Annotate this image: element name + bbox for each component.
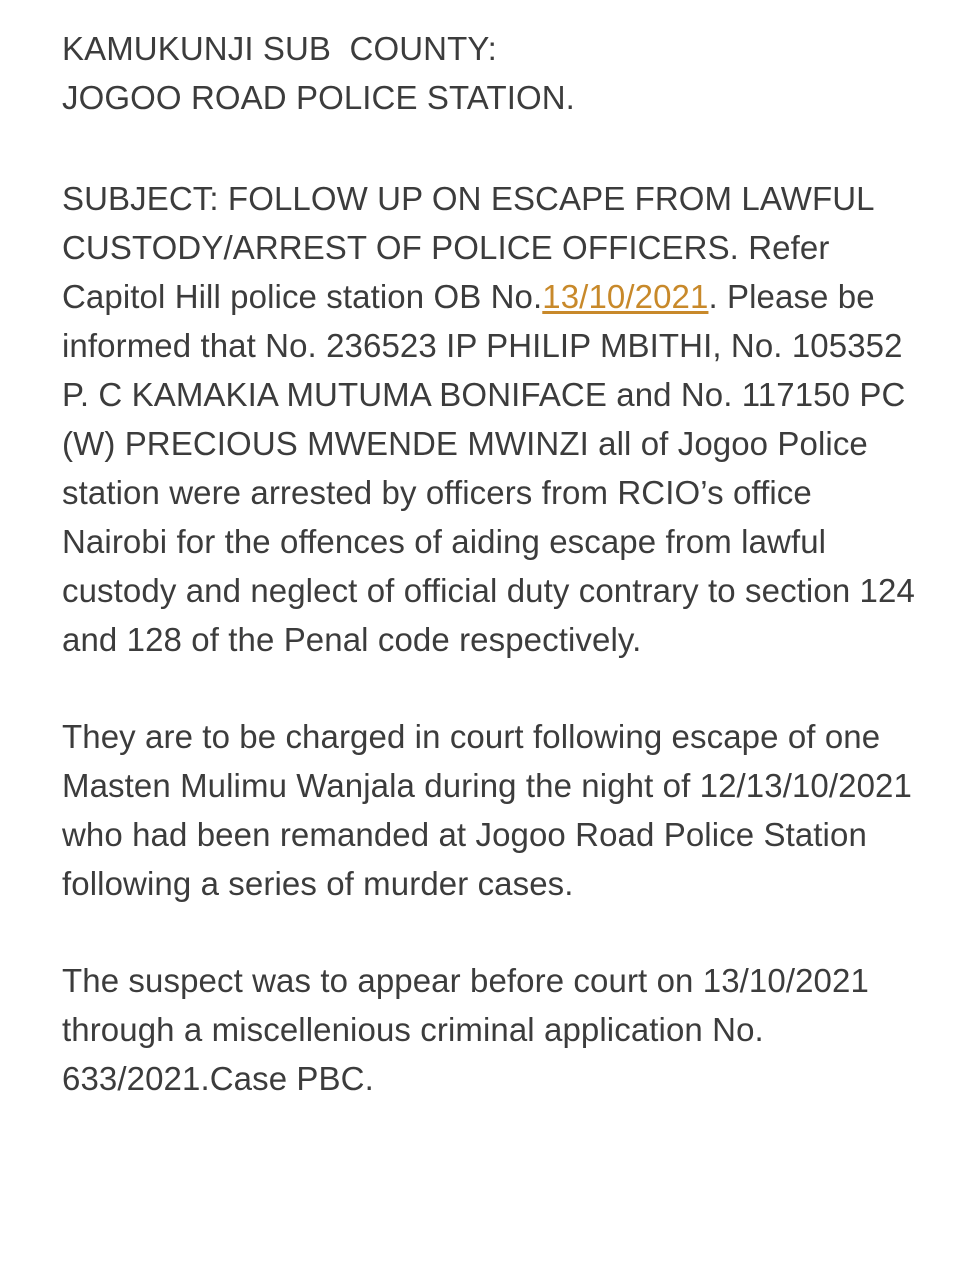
subject-text-after-link: . Please be informed that No. 236523 IP PHILIP MBITHI, No. 105352 P. C KAMAKIA MUTUMA BONIFACE and No. 117150 PC (W) PRECIOUS MWENDE MWINZI all of Jogoo Police station were arrested by officers from RCIO’s office Nairobi for the offences of aiding escape from lawful custody and neglect of official duty contrary to section 124 and 128 of the Penal code respectively. bbox=[62, 278, 925, 658]
charges-paragraph: They are to be charged in court following escape of one Masten Mulimu Wanjala during the night of 12/13/10/2021 who had been remanded at Jogoo Road Police Station following a series of murder cases. bbox=[62, 718, 922, 902]
subject-text-before-link: SUBJECT: FOLLOW UP ON ESCAPE FROM LAWFUL CUSTODY/ARREST OF POLICE OFFICERS. Refer Capitol Hill police station OB No. bbox=[62, 180, 883, 315]
station-heading bbox=[62, 24, 917, 122]
heading-line-station: JOGOO ROAD POLICE STATION. bbox=[62, 79, 575, 116]
subject-paragraph bbox=[62, 174, 925, 664]
ob-number-link[interactable]: 13/10/2021 bbox=[542, 278, 709, 315]
court-appearance-paragraph: The suspect was to appear before court on 13/10/2021 through a miscellenious criminal application No. 633/2021.Case PBC. bbox=[62, 962, 879, 1097]
heading-line-subcounty: KAMUKUNJI SUB COUNTY: bbox=[62, 30, 497, 67]
document-body bbox=[62, 24, 925, 1103]
